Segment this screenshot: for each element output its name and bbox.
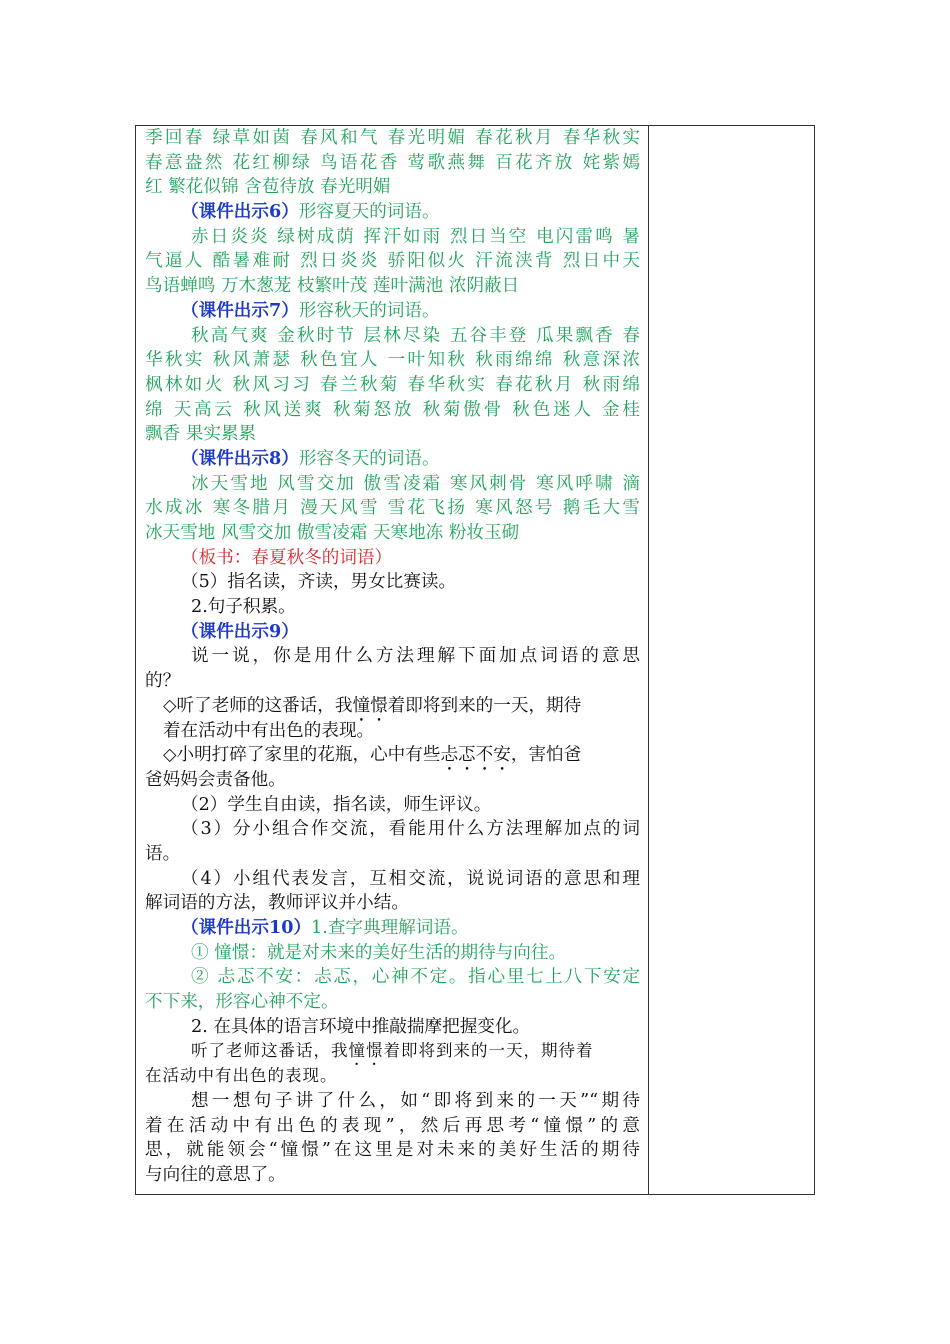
section-heading: 2.句子积累。	[191, 597, 296, 618]
dotted-word: 忐忑不安	[440, 745, 511, 766]
dotted-word: 憧憬	[348, 1041, 384, 1061]
sentence-part: 着即将到来的一天，期待	[387, 695, 582, 716]
courseware-summer-heading	[145, 200, 640, 225]
autumn-words-line: 绵 天高云 秋风送爽 秋菊怒放 秋菊傲骨 秋色迷人 金桂	[145, 399, 640, 420]
instruction-step: （2）学生自由读，指名读，师生评议。	[181, 794, 492, 815]
sentence-part: ，害怕爸	[510, 745, 582, 766]
definition-line: 不下来，形容心神不定。	[145, 992, 339, 1013]
explanation-line: 思，就能领会“憧憬”在这里是对未来的美好生活的期待	[145, 1140, 640, 1161]
example-sentence-handwritten	[145, 1039, 640, 1064]
instruction-step: （4）小组代表发言，互相交流，说说词语的意思和理	[181, 868, 640, 889]
sentence-part: 听了老师这番话，我	[191, 1041, 349, 1061]
winter-words-line: 冰天雪地 风雪交加 傲雪凌霜 天寒地冻 粉妆玉砌	[145, 523, 520, 543]
summer-words-line: 鸟语蝉鸣 万木葱茏 枝繁叶茂 莲叶满池 浓阴蔽日	[145, 276, 520, 297]
courseware-dictionary-heading	[145, 916, 640, 941]
courseware-label: （课件出示6）	[181, 201, 299, 223]
example-sentence	[145, 743, 640, 768]
summer-words-line: 气逼人 酷暑难耐 烈日炎炎 骄阳似火 汗流浃背 烈日中天	[145, 251, 640, 272]
definition-line: ① 憧憬：就是对未来的美好生活的期待与向往。	[191, 942, 567, 963]
spring-words-line: 季回春 绿草如茵 春风和气 春光明媚 春花秋月 春华秋实	[145, 128, 640, 148]
autumn-words-line: 秋高气爽 金秋时节 层林尽染 五谷丰登 瓜果飘香 春	[191, 325, 640, 346]
example-sentence: 爸妈妈会责备他。	[145, 769, 286, 790]
spring-words-line: 红 繁花似锦 含苞待放 春光明媚	[145, 177, 391, 198]
table-column-divider	[648, 125, 649, 1195]
instruction-step: （3）分小组合作交流，看能用什么方法理解加点的词	[181, 819, 640, 840]
blackboard-note: （板书：春夏秋冬的词语）	[181, 547, 393, 568]
summer-words-line: 赤日炎炎 绿树成荫 挥汗如雨 烈日当空 电闪雷鸣 暑	[191, 226, 640, 247]
example-sentence: 着在活动中有出色的表现。	[163, 720, 375, 741]
winter-words-line: 水成冰 寒冬腊月 漫天风雪 雪花飞扬 寒风怒号 鹅毛大雪	[145, 498, 640, 519]
sentence-part: ◇小明打碎了家里的花瓶，心中有些	[163, 745, 441, 766]
heading-text: 形容秋天的词语。	[298, 300, 440, 321]
courseware-label: （课件出示10）	[181, 917, 312, 938]
explanation-line: 与向往的意思了。	[145, 1164, 286, 1185]
courseware-label: （课件出示8）	[181, 447, 299, 469]
explanation-line: 想一想句子讲了什么，如“即将到来的一天”“期待	[191, 1090, 640, 1111]
sentence-part: 着即将到来的一天，期待着	[383, 1041, 594, 1061]
lesson-content	[145, 126, 640, 1188]
courseware-winter-heading	[145, 447, 640, 472]
courseware-autumn-heading	[145, 299, 640, 324]
winter-words-line: 冰天雪地 风雪交加 傲雪凌霜 寒风刺骨 寒风呼啸 滴	[191, 473, 640, 494]
instruction-step: 语。	[145, 843, 181, 864]
instruction-step: （5）指名读，齐读，男女比赛读。	[181, 572, 457, 593]
section-heading: 2. 在具体的语言环境中推敲揣摩把握变化。	[191, 1016, 531, 1037]
courseware-label: （课件出示9）	[181, 620, 299, 642]
dotted-word: 憧憬	[352, 695, 388, 716]
question-text: 的？	[145, 671, 181, 692]
spring-words-line: 春意盎然 花红柳绿 鸟语花香 莺歌燕舞 百花齐放 姹紫嫣	[145, 152, 640, 173]
instruction-step: 解词语的方法，教师评议并小结。	[145, 893, 409, 914]
question-text: 说一说，你是用什么方法理解下面加点词语的意思	[191, 646, 640, 667]
heading-text: 形容冬天的词语。	[298, 448, 440, 469]
sentence-part: ◇听了老师的这番话，我	[163, 695, 353, 716]
example-sentence	[145, 694, 640, 719]
autumn-words-line: 飘香 果实累累	[145, 424, 257, 445]
explanation-line: 着在活动中有出色的表现”，然后再思考“憧憬”的意	[145, 1115, 640, 1136]
heading-text: 形容夏天的词语。	[298, 202, 440, 223]
autumn-words-line: 枫林如火 秋风习习 春兰秋菊 春华秋实 春花秋月 秋雨绵	[145, 374, 640, 395]
autumn-words-line: 华秋实 秋风萧瑟 秋色宜人 一叶知秋 秋雨绵绵 秋意深浓	[145, 350, 640, 371]
definition-line: ② 忐忑不安：忐忑，心神不定。指心里七上八下安定	[191, 967, 640, 988]
courseware-label: （课件出示7）	[181, 299, 299, 321]
example-sentence-handwritten: 在活动中有出色的表现。	[145, 1066, 338, 1086]
heading-text: 1.查字典理解词语。	[311, 918, 469, 938]
